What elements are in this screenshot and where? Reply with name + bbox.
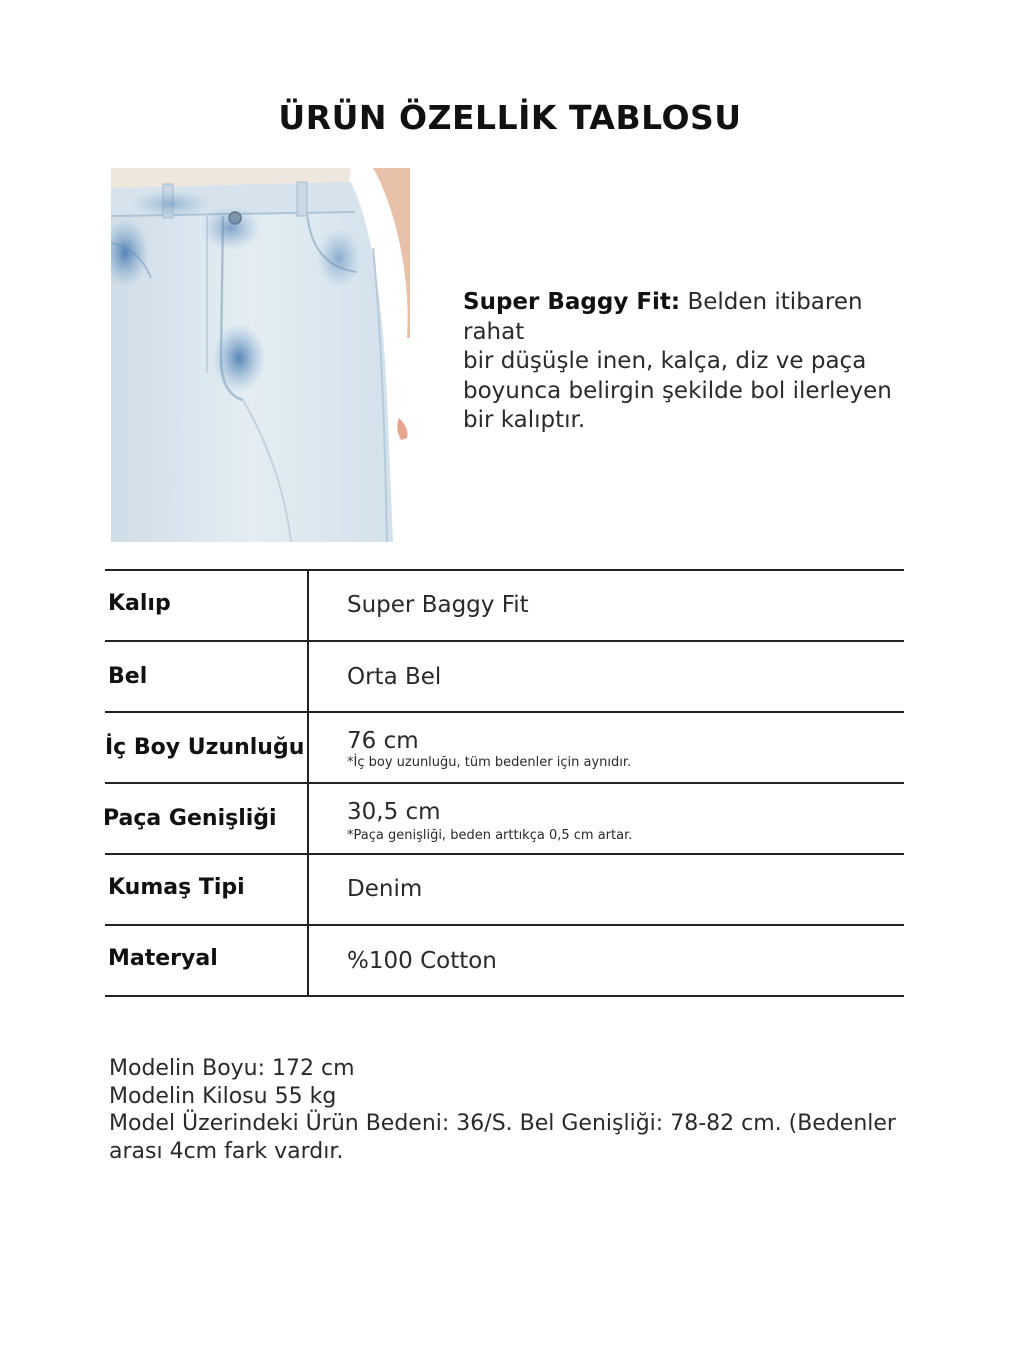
spec-row-materyal bbox=[105, 924, 904, 997]
model-info bbox=[109, 1055, 909, 1165]
column-divider bbox=[307, 855, 309, 924]
model-size-note: arası 4cm fark vardır. bbox=[109, 1138, 344, 1164]
column-divider bbox=[307, 713, 309, 782]
description-line: boyunca belirgin şekilde bol ilerleyen bbox=[463, 377, 892, 404]
spec-row-kalip bbox=[105, 569, 904, 640]
column-divider bbox=[307, 642, 309, 711]
column-divider bbox=[307, 571, 309, 640]
spec-value: 30,5 cm bbox=[347, 799, 441, 825]
spec-label: Materyal bbox=[108, 946, 218, 971]
spec-note: *İç boy uzunluğu, tüm bedenler için aynıdır. bbox=[347, 755, 632, 770]
product-description bbox=[463, 288, 923, 436]
model-height: Modelin Boyu: 172 cm bbox=[109, 1056, 355, 1081]
spec-value: Super Baggy Fit bbox=[347, 592, 529, 618]
description-line: Belden itibaren rahat bbox=[463, 289, 863, 345]
column-divider bbox=[307, 926, 309, 995]
description-line: bir kalıptır. bbox=[463, 407, 586, 433]
spec-label: İç Boy Uzunluğu bbox=[105, 735, 305, 760]
spec-value: Orta Bel bbox=[347, 664, 442, 690]
model-size: Model Üzerindeki Ürün Bedeni: 36/S. Bel Genişliği: 78-82 cm. (Bedenler bbox=[109, 1111, 896, 1136]
model-weight: Modelin Kilosu 55 kg bbox=[109, 1083, 337, 1109]
description-fit-name: Super Baggy Fit: bbox=[463, 289, 681, 315]
spec-label: Kalıp bbox=[108, 591, 171, 616]
spec-row-bel bbox=[105, 640, 904, 711]
description-line: bir düşüşle inen, kalça, diz ve paça bbox=[463, 348, 867, 374]
spec-value: %100 Cotton bbox=[347, 948, 497, 974]
spec-value: 76 cm bbox=[347, 728, 419, 754]
column-divider bbox=[307, 784, 309, 853]
spec-label: Bel bbox=[108, 664, 148, 689]
page-title: ÜRÜN ÖZELLİK TABLOSU bbox=[278, 98, 742, 137]
spec-table bbox=[105, 569, 904, 997]
spec-note: *Paça genişliği, beden arttıkça 0,5 cm artar. bbox=[347, 828, 633, 843]
spec-value: Denim bbox=[347, 876, 423, 902]
product-photo bbox=[111, 168, 410, 542]
spec-label: Kumaş Tipi bbox=[108, 875, 245, 900]
spec-label: Paça Genişliği bbox=[103, 806, 277, 831]
spec-row-ic-boy bbox=[105, 711, 904, 782]
spec-row-kumas bbox=[105, 853, 904, 924]
spec-row-paca bbox=[105, 782, 904, 853]
